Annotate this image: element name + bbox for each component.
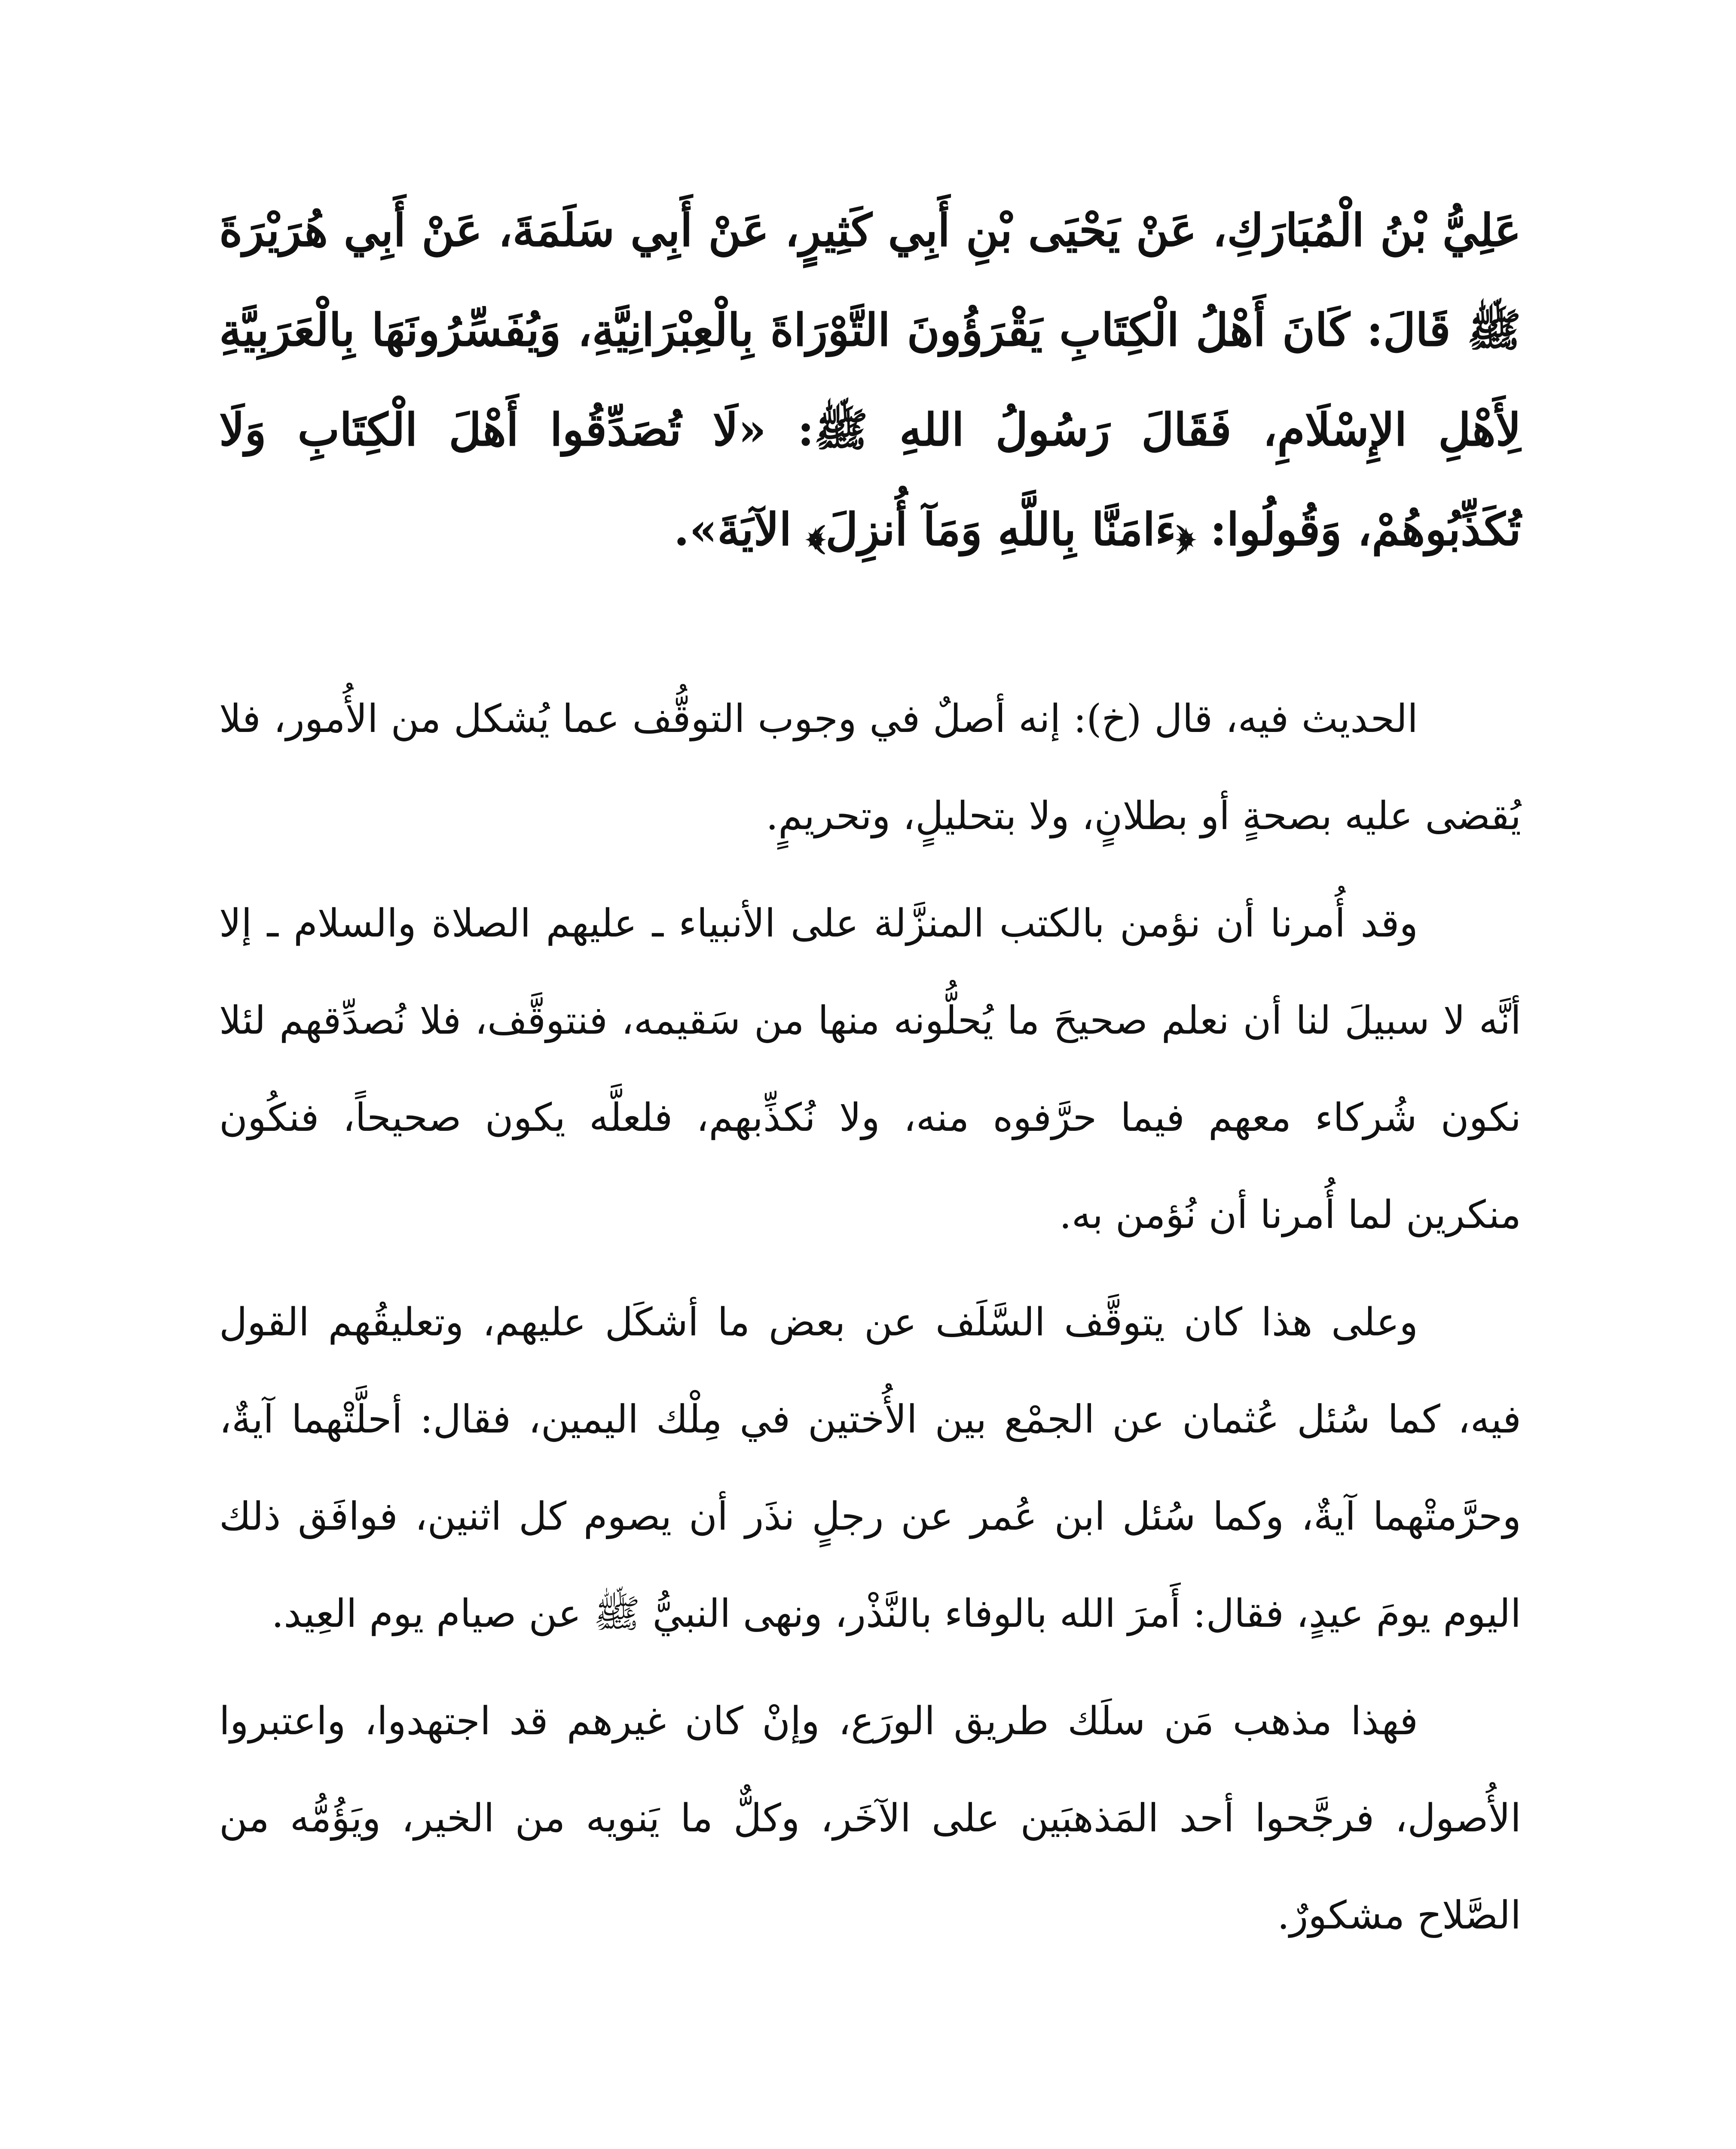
commentary-paragraph-3: وعلى هذا كان يتوقَّف السَّلَف عن بعض ما أشكَل عليهم، وتعليقُهم القول فيه، كما سُئل عُثمان عن الجمْع بين الأُختين في مِلْك اليمين، فقال: أحلَّتْهما آيةٌ، وحرَّمتْهما آيةٌ، وكما سُئل ابن عُمر عن رجلٍ نذَر أن يصوم كل اثنين، فوافَق ذلك اليوم يومَ عيدٍ، فقال: أَمرَ الله بالوفاء بالنَّذْر، ونهى النبيُّ ﷺ عن صيام يوم العِيد. [219, 1300, 1521, 1636]
commentary-paragraph-4: فهذا مذهب مَن سلَك طريق الورَع، وإنْ كان غيرهم قد اجتهدوا، واعتبروا الأُصول، فرجَّحوا أحد المَذهبَين على الآخَر، وكلٌّ ما يَنويه من الخير، ويَؤُمُّه من الصَّلاح مشكورٌ. [219, 1699, 1521, 1938]
commentary-paragraph-2: وقد أُمرنا أن نؤمن بالكتب المنزَّلة على الأنبياء ـ عليهم الصلاة والسلام ـ إلا أنَّه لا سبيلَ لنا أن نعلم صحيحَ ما يُحلُّونه منها من سَقيمه، فنتوقَّف، فلا نُصدِّقهم لئلا نكون شُركاء معهم فيما حرَّفوه منه، ولا نُكذِّبهم، فلعلَّه يكون صحيحاً، فنكُون منكرين لما أُمرنا أن نُؤمن به. [219, 901, 1521, 1237]
commentary-paragraph-1: الحديث فيه، قال (خ): إنه أصلٌ في وجوب التوقُّف عما يُشكل من الأُمور، فلا يُقضى عليه بصحةٍ أو بطلانٍ، ولا بتحليلٍ، وتحريمٍ. [219, 696, 1521, 839]
hadith-paragraph: عَلِيُّ بْنُ الْمُبَارَكِ، عَنْ يَحْيَى بْنِ أَبِي كَثِيرٍ، عَنْ أَبِي سَلَمَةَ، عَنْ أَبِي هُرَيْرَةَ ﷺ قَالَ: كَانَ أَهْلُ الْكِتَابِ يَقْرَؤُونَ التَّوْرَاةَ بِالْعِبْرَانِيَّةِ، وَيُفَسِّرُونَهَا بِالْعَرَبِيَّةِ لِأَهْلِ الإِسْلَامِ، فَقَالَ رَسُولُ اللهِ ﷺ: «لَا تُصَدِّقُوا أَهْلَ الْكِتَابِ وَلَا تُكَذِّبُوهُمْ، وَقُولُوا: ﴿ءَامَنَّا بِاللَّهِ وَمَآ أُنزِلَ﴾ الآيَةَ». [219, 204, 1521, 556]
commentary-text [219, 670, 1521, 1975]
hadith-text [219, 181, 1521, 590]
